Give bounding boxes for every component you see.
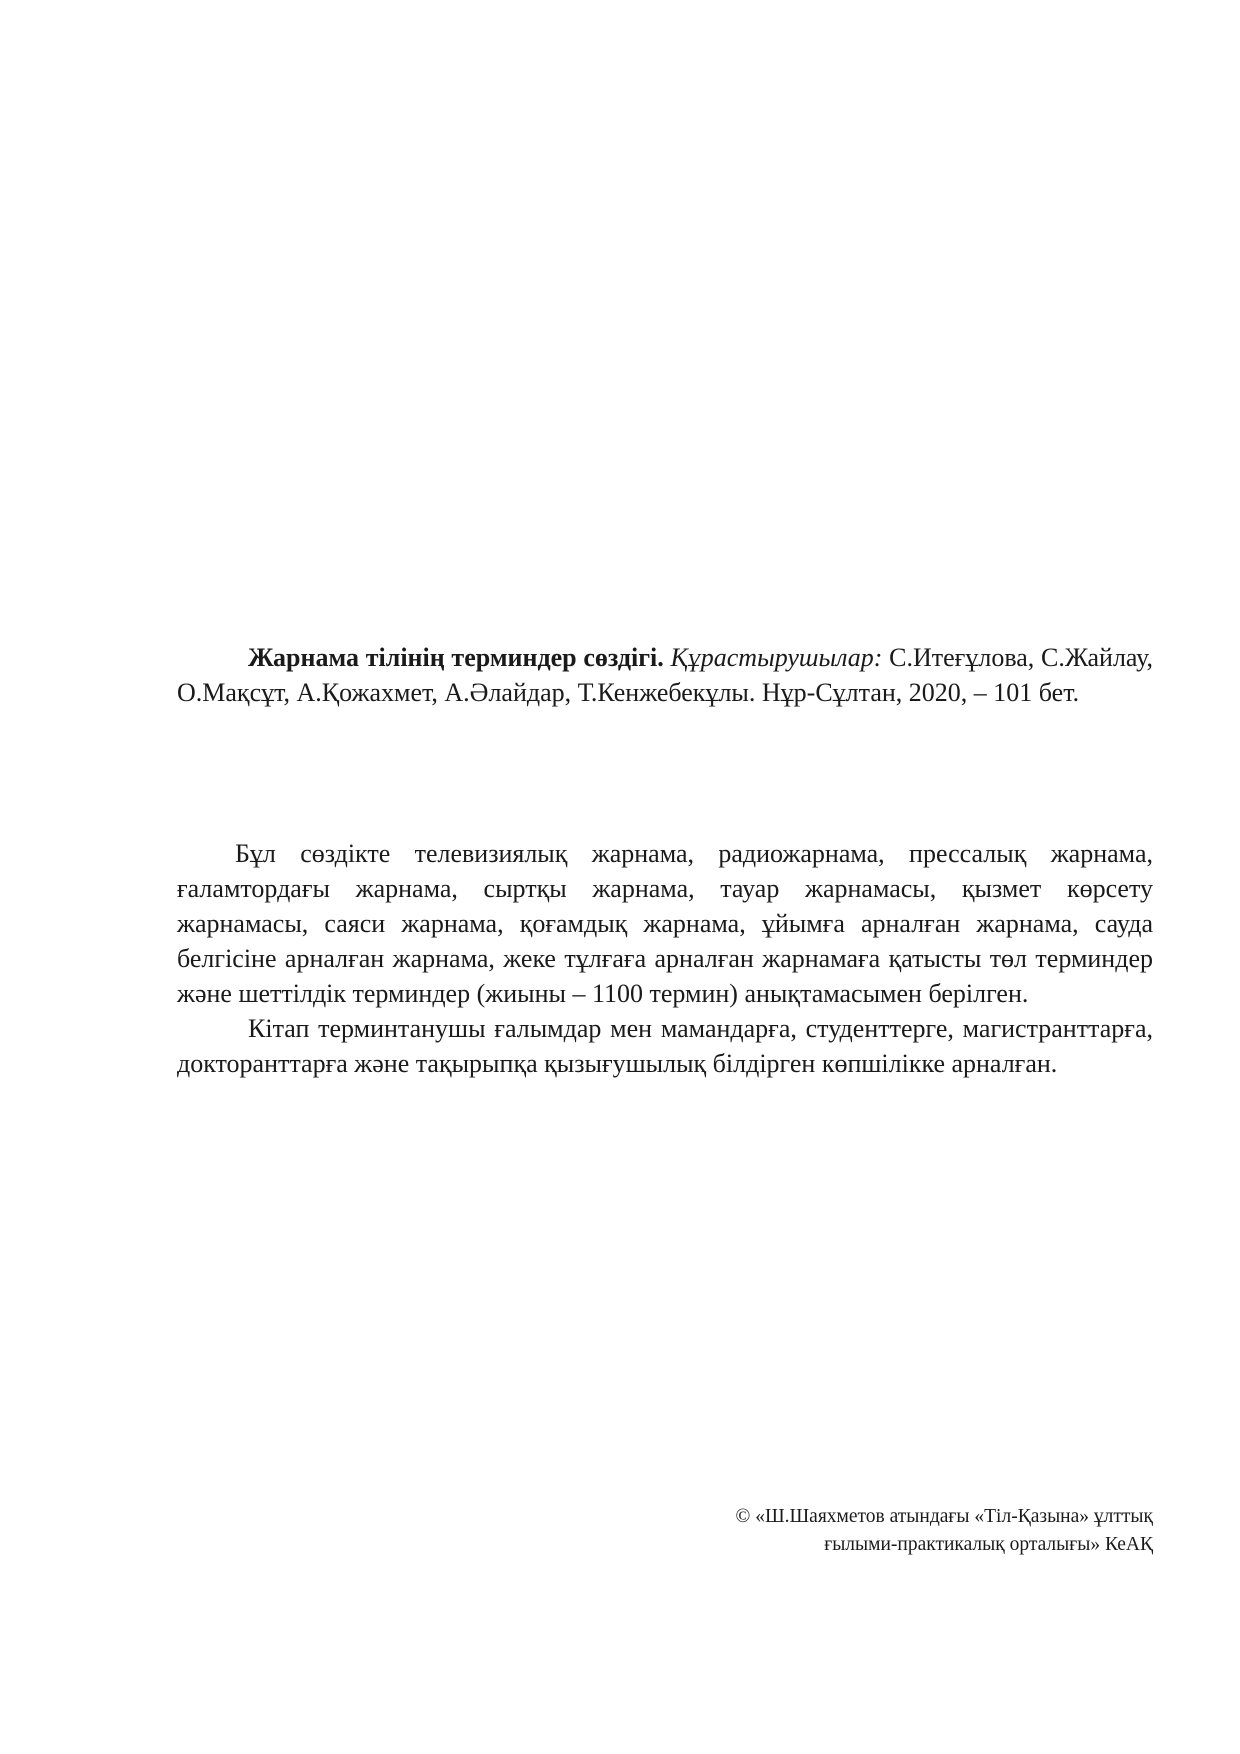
annotation bbox=[177, 836, 1153, 1081]
book-title: Жарнама тілінің терминдер сөздігі. bbox=[248, 643, 664, 672]
bibliographic-citation bbox=[177, 640, 1153, 710]
copyright-line-2: ғылыми-практикалық орталығы» КеАҚ bbox=[824, 1534, 1153, 1555]
annotation-paragraph-2: Кітап терминтанушы ғалымдар мен мамандарға, студенттерге, магистранттарға, докторанттарға және тақырыпқа қызығушылық білдірген көпшілікке арналған. bbox=[177, 1014, 1153, 1078]
copyright-line-1: © «Ш.Шаяхметов атындағы «Тіл-Қазына» ұлттық bbox=[735, 1506, 1153, 1527]
annotation-paragraph-1: Бұл сөздікте телевизиялық жарнама, радиожарнама, прессалық жарнама, ғаламтордағы жарнама, сыртқы жарнама, тауар жарнамасы, қызмет көрсету жарнамасы, саяси жарнама, қоғамдық жарнама, ұйымға арналған жарнама, сауда белгісіне арналған жарнама, жеке тұлғаға арналған жарнамаға қатысты төл терминдер және шеттілдік терминдер (жиыны – 1100 термин) анықтамасымен берілген. bbox=[177, 839, 1153, 1008]
citation-details: С.Итеғұлова, С.Жайлау, О.Мақсұт, А.Қожахмет, А.Әлайдар, Т.Кенжебекұлы. Нұр-Сұлтан, 2020, – 101 бет. bbox=[177, 643, 1154, 707]
compilers-label: Құрастырушылар: bbox=[670, 643, 883, 672]
copyright-notice bbox=[593, 1503, 1153, 1559]
